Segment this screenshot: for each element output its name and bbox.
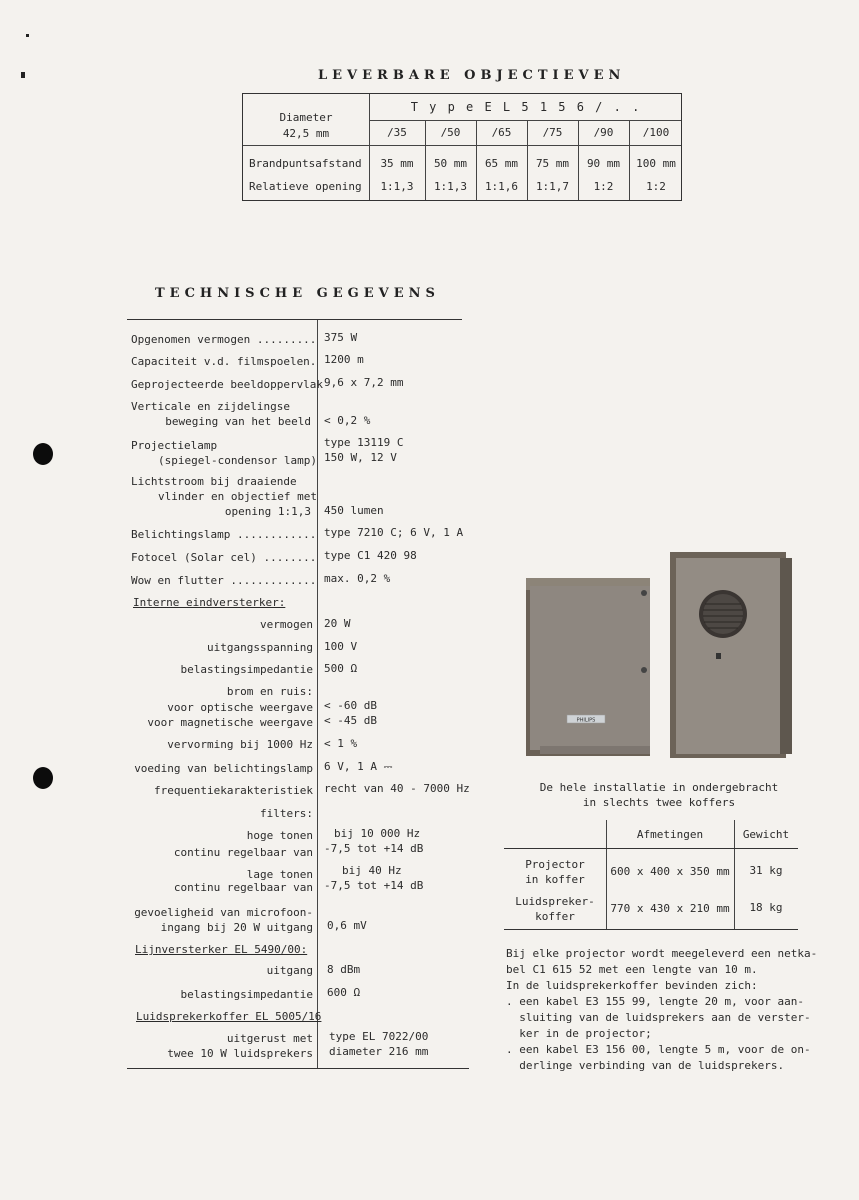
tech-value: 150 W, 12 V — [324, 451, 397, 464]
tech-label: Opgenomen vermogen ......... — [131, 333, 317, 346]
tech-value: < 0,2 % — [324, 414, 371, 427]
tech-heading: TECHNISCHE GEGEVENS — [155, 286, 440, 301]
note-line: ker in de projector; — [506, 1027, 652, 1040]
dims-row-value: 600 x 400 x 350 mm — [610, 865, 730, 878]
aperture-value: 1:2 — [646, 180, 666, 193]
philips-badge: PHILIPS — [576, 717, 596, 724]
amp-value: 500 Ω — [324, 662, 358, 675]
col-header: /50 — [440, 126, 461, 139]
amp-label: filters: — [260, 807, 313, 820]
photo-caption-line: in slechts twee koffers — [582, 796, 736, 809]
col-header: /75 — [542, 126, 563, 139]
amp-value: -7,5 tot +14 dB — [324, 879, 424, 892]
tech-label: vlinder en objectief met — [158, 490, 317, 503]
aperture-value: 1:2 — [593, 180, 614, 193]
amp-value: < -45 dB — [324, 714, 377, 727]
col-header: /100 — [642, 126, 670, 139]
speck — [21, 72, 25, 78]
lens-table — [242, 93, 682, 201]
line-amp-value: 8 dBm — [327, 963, 361, 976]
tech-value: max. 0,2 % — [324, 572, 391, 585]
speaker-value: type EL 7022/00 — [329, 1030, 429, 1043]
speaker-heading: Luidsprekerkoffer EL 5005/16 — [136, 1010, 322, 1023]
dims-row-name: in koffer — [525, 873, 585, 886]
speaker-label: twee 10 W luidsprekers — [167, 1047, 313, 1060]
speck — [26, 34, 29, 37]
amp-label: continu regelbaar van — [173, 881, 313, 894]
tech-label: Projectielamp — [131, 439, 218, 452]
type-header: T y p e E L 5 1 5 6 / . . — [410, 100, 642, 114]
punch-hole-top — [33, 443, 53, 465]
dims-row-name: Luidspreker- — [515, 895, 595, 908]
tech-label: Verticale en zijdelingse — [131, 400, 290, 413]
focal-length-value: 100 mm — [636, 157, 676, 170]
photo-caption — [506, 780, 812, 810]
tech-label: beweging van het beeld — [165, 415, 311, 428]
amp-value: -7,5 tot +14 dB — [324, 842, 424, 855]
amp-label: voor optische weergave — [167, 701, 313, 714]
tech-label: Capaciteit v.d. filmspoelen. — [131, 355, 317, 368]
tech-value: 375 W — [324, 331, 358, 344]
aperture-value: 1:1,6 — [484, 180, 519, 193]
amp-label: vermogen — [260, 618, 313, 631]
amp-value: < -60 dB — [324, 699, 377, 712]
focal-length-value: 50 mm — [433, 157, 468, 170]
dims-header: Afmetingen — [636, 828, 704, 841]
tech-value: 1200 m — [324, 353, 364, 366]
equipment-photo — [520, 548, 800, 762]
aperture-value: 1:1,3 — [433, 180, 468, 193]
dimensions-table — [504, 820, 798, 930]
line-amp-heading: Lijnversterker EL 5490/00: — [135, 943, 308, 956]
dims-row-value: 770 x 430 x 210 mm — [610, 902, 730, 915]
focal-length-value: 75 mm — [535, 157, 570, 170]
dims-row-name: Projector — [525, 858, 585, 871]
aperture-value: 1:1,7 — [535, 180, 570, 193]
tech-value: type 13119 C — [324, 436, 404, 449]
note-line: . een kabel E3 155 99, lengte 20 m, voor aan- — [506, 995, 805, 1008]
tech-value: 9,6 x 7,2 mm — [324, 376, 404, 389]
amp-value: 100 V — [324, 640, 358, 653]
note-line: Bij elke projector wordt meegeleverd een netka- — [506, 947, 818, 960]
amp-value: 6 V, 1 A ⎓ — [324, 760, 393, 773]
amp-label: ingang bij 20 W uitgang — [160, 921, 313, 934]
amp-label: belastingsimpedantie — [180, 663, 313, 676]
photo-caption-line: De hele installatie in ondergebracht — [539, 781, 779, 794]
amp-label: brom en ruis: — [226, 685, 313, 698]
weight-header: Gewicht — [742, 828, 790, 841]
amp-value: 20 W — [324, 617, 351, 630]
tech-value: type C1 420 98 — [324, 549, 417, 562]
tech-divider — [317, 320, 318, 1068]
dims-row-weight: 18 kg — [749, 901, 783, 914]
amp-label: uitgangsspanning — [207, 641, 313, 654]
amp-label: gevoeligheid van microfoon- — [134, 906, 313, 919]
lens-heading: LEVERBARE OBJECTIEVEN — [318, 68, 626, 83]
tech-value: type 7210 C; 6 V, 1 A — [324, 526, 464, 539]
amp-label: vervorming bij 1000 Hz — [167, 738, 313, 751]
tech-label: opening 1:1,3 — [224, 505, 311, 518]
note-line: In de luidsprekerkoffer bevinden zich: — [506, 979, 758, 992]
amp-value: bij 10 000 Hz — [334, 827, 421, 840]
focal-length-value: 35 mm — [380, 157, 414, 170]
amp-label: voor magnetische weergave — [147, 716, 313, 729]
note-line: . een kabel E3 156 00, lengte 5 m, voor de on- — [506, 1043, 811, 1056]
line-amp-value: 600 Ω — [327, 986, 361, 999]
amp-label: voeding van belichtingslamp — [134, 762, 313, 775]
note-line: sluiting van de luidsprekers aan de verster- — [506, 1011, 811, 1024]
tech-label: Belichtingslamp ............ — [131, 528, 317, 541]
tech-top-rule — [127, 319, 462, 320]
line-amp-label: uitgang — [266, 964, 313, 977]
amp-value: < 1 % — [324, 737, 358, 750]
aperture-value: 1:1,3 — [380, 180, 414, 193]
punch-hole-bottom — [33, 767, 53, 789]
col-header: /65 — [491, 126, 512, 139]
speaker-label: uitgerust met — [226, 1032, 313, 1045]
tech-label: (spiegel-condensor lamp) — [158, 454, 317, 467]
note-line: bel C1 615 52 met een lengte van 10 m. — [506, 963, 758, 976]
note-line: derlinge verbinding van de luidsprekers. — [506, 1059, 785, 1072]
focal-length-value: 90 mm — [586, 157, 621, 170]
tech-label: Geprojecteerde beeldoppervlak — [131, 378, 324, 391]
tech-bottom-rule — [127, 1068, 469, 1069]
speaker-value: diameter 216 mm — [329, 1045, 429, 1058]
amp-label: continu regelbaar van — [173, 846, 313, 859]
focal-length-label: Brandpuntsafstand — [249, 157, 362, 170]
tech-label: Fotocel (Solar cel) ........ — [131, 551, 317, 564]
dims-row-weight: 31 kg — [749, 864, 783, 877]
dims-row-name: koffer — [535, 910, 575, 923]
col-header: /90 — [593, 126, 614, 139]
amp-heading: Interne eindversterker: — [133, 596, 286, 609]
amp-value: bij 40 Hz — [342, 864, 402, 877]
amp-label: hoge tonen — [246, 829, 313, 842]
tech-label: Wow en flutter ............. — [131, 574, 317, 587]
tech-value: 450 lumen — [324, 504, 384, 517]
line-amp-label: belastingsimpedantie — [180, 988, 313, 1001]
tech-label: Lichtstroom bij draaiende — [131, 475, 297, 488]
focal-length-value: 65 mm — [484, 157, 519, 170]
amp-value: 0,6 mV — [327, 919, 367, 932]
diameter-value: 42,5 mm — [282, 127, 330, 140]
diameter-label: Diameter — [279, 111, 333, 124]
aperture-label: Relatieve opening — [249, 180, 362, 193]
amp-label: frequentiekarakteristiek — [154, 784, 313, 797]
amp-label: lage tonen — [246, 868, 313, 881]
amp-value: recht van 40 - 7000 Hz — [324, 782, 470, 795]
col-header: /35 — [387, 126, 407, 139]
